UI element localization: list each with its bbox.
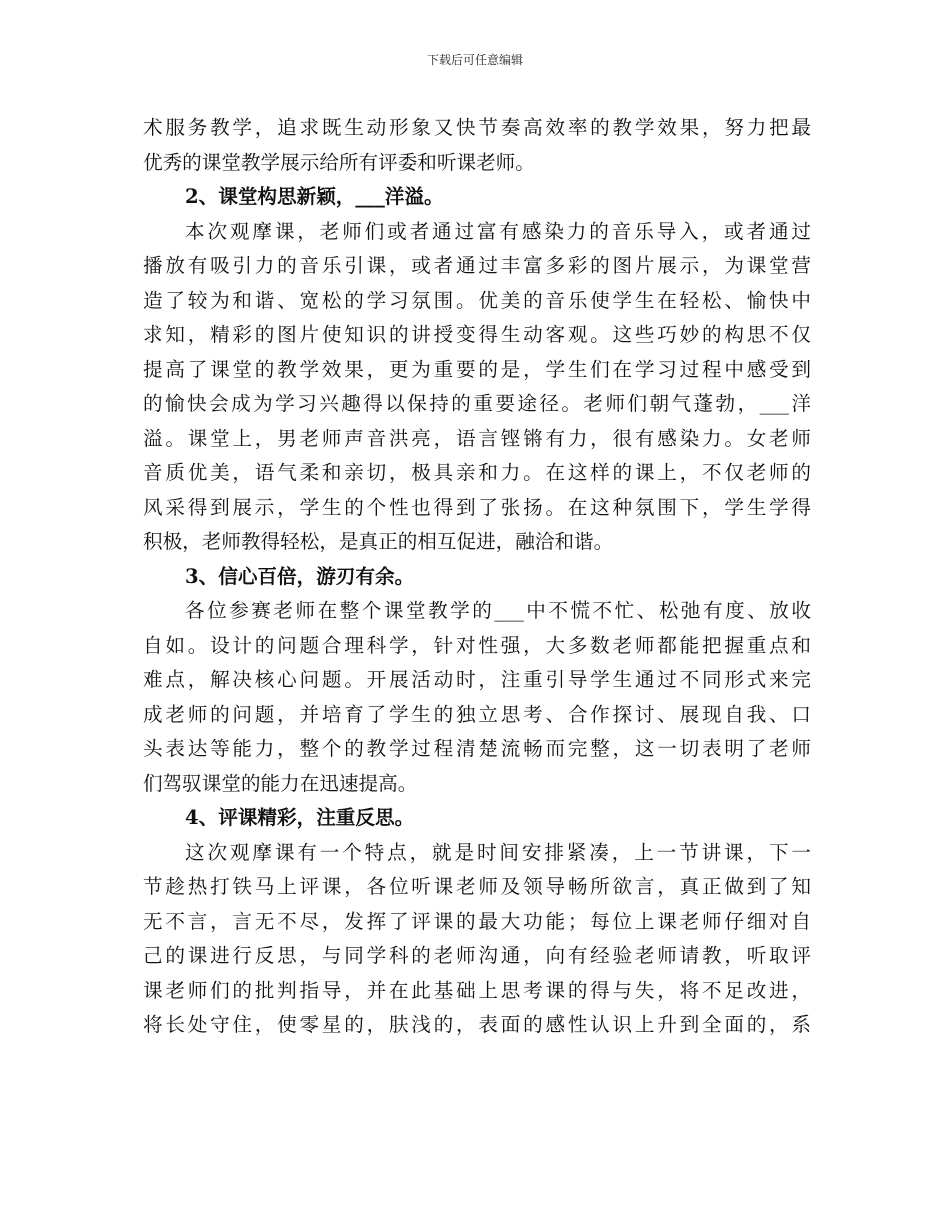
paragraph-line: 积极，老师教得轻松，是真正的相互促进，融洽和谐。	[143, 530, 614, 553]
paragraph-line: 无不言，言无不尽，发挥了评课的最大功能；每位上课老师仔细对自	[143, 909, 811, 933]
paragraph-line: 们驾驭课堂的能力在迅速提高。	[143, 771, 418, 795]
section-heading: 3、信心百倍，游刃有余。	[185, 564, 415, 588]
paragraph-line: 风采得到展示，学生的个性也得到了张扬。在这种氛围下，学生学得	[143, 495, 811, 519]
paragraph-line: 本次观摩课，老师们或者通过富有感染力的音乐导入，或者通过	[185, 219, 811, 243]
paragraph-line: 各位参赛老师在整个课堂教学的___中不慌不忙、松弛有度、放收	[185, 599, 811, 622]
paragraph-line: 课老师们的批判指导，并在此基础上思考课的得与失，将不足改进，	[143, 978, 811, 1002]
paragraph-line: 优秀的课堂教学展示给所有评委和听课老师。	[143, 150, 535, 174]
paragraph-line: 提高了课堂的教学效果，更为重要的是，学生们在学习过程中感受到	[143, 357, 811, 381]
document-body	[143, 111, 811, 1043]
paragraph-line: 难点，解决核心问题。开展活动时，注重引导学生通过不同形式来完	[143, 668, 811, 691]
paragraph-line: 己的课进行反思，与同学科的老师沟通，向有经验老师请教，听取评	[143, 944, 811, 967]
paragraph-line: 自如。设计的问题合理科学，针对性强，大多数老师都能把握重点和	[143, 633, 811, 657]
paragraph-line: 音质优美，语气柔和亲切，极具亲和力。在这样的课上，不仅老师的	[143, 461, 811, 484]
paragraph-line: 造了较为和谐、宽松的学习氛围。优美的音乐使学生在轻松、愉快中	[143, 288, 811, 312]
paragraph-line: 节趁热打铁马上评课，各位听课老师及领导畅所欲言，真正做到了知	[143, 875, 811, 898]
paragraph-line: 头表达等能力，整个的教学过程清楚流畅而完整，这一切表明了老师	[143, 737, 811, 760]
paragraph-line: 播放有吸引力的音乐引课，或者通过丰富多彩的图片展示，为课堂营	[143, 254, 811, 277]
paragraph-line: 术服务教学，追求既生动形象又快节奏高效率的教学效果，努力把最	[143, 116, 811, 139]
paragraph-line: 溢。课堂上，男老师声音洪亮，语言铿锵有力，很有感染力。女老师	[143, 426, 811, 450]
paragraph-line: 的愉快会成为学习兴趣得以保持的重要途径。老师们朝气蓬勃，___洋	[143, 392, 811, 415]
page-header	[0, 52, 950, 68]
section-heading: 4、评课精彩，注重反思。	[185, 806, 415, 829]
paragraph-line: 将长处守住，使零星的，肤浅的，表面的感性认识上升到全面的，系	[143, 1013, 811, 1036]
paragraph-line: 求知，精彩的图片使知识的讲授变得生动客观。这些巧妙的构思不仅	[143, 323, 811, 346]
paragraph-line: 这次观摩课有一个特点，就是时间安排紧凑，上一节讲课，下一	[185, 840, 811, 864]
paragraph-line: 成老师的问题，并培育了学生的独立思考、合作探讨、展现自我、口	[143, 702, 811, 726]
header-text: 下载后可任意编辑	[426, 53, 523, 67]
section-heading: 2、课堂构思新颖，___洋溢。	[185, 185, 444, 208]
